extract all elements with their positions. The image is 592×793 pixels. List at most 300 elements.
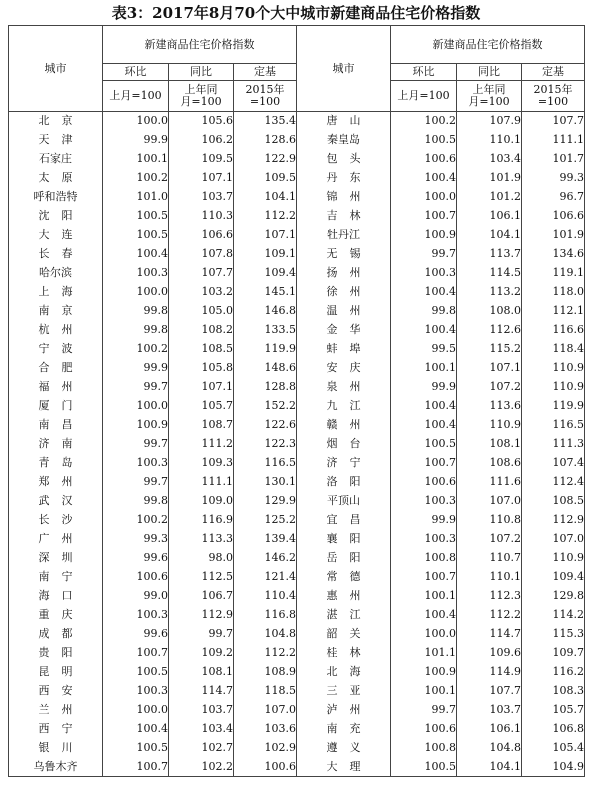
mom-value-left: 100.3: [103, 264, 169, 283]
city-name-left: 成都: [9, 625, 103, 644]
fixed-base-value-left: 119.9: [234, 340, 297, 359]
mom-value-right: 100.3: [391, 530, 457, 549]
city-name-right: 平顶山: [297, 492, 391, 511]
city-name-right: 惠州: [297, 587, 391, 606]
fixed-base-value-left: 104.8: [234, 625, 297, 644]
yoy-value-left: 105.8: [169, 359, 234, 378]
yoy-value-right: 114.5: [457, 264, 522, 283]
header-fixed-right: 定基: [522, 64, 585, 81]
fixed-base-value-right: 105.7: [522, 701, 585, 720]
city-name-left: 重庆: [9, 606, 103, 625]
mom-value-left: 100.2: [103, 340, 169, 359]
mom-value-left: 99.8: [103, 321, 169, 340]
yoy-value-right: 104.8: [457, 739, 522, 758]
header-mom-base-left: 上月=100: [103, 81, 169, 112]
city-name-right: 济宁: [297, 454, 391, 473]
table-row: [9, 131, 585, 150]
header-group-right: 新建商品住宅价格指数: [391, 26, 585, 64]
yoy-value-right: 108.6: [457, 454, 522, 473]
fixed-base-value-right: 110.9: [522, 549, 585, 568]
yoy-value-right: 107.2: [457, 378, 522, 397]
table-row: [9, 720, 585, 739]
fixed-base-value-right: 116.5: [522, 416, 585, 435]
fixed-base-value-left: 116.5: [234, 454, 297, 473]
mom-value-left: 100.4: [103, 720, 169, 739]
city-name-left: 银川: [9, 739, 103, 758]
yoy-value-left: 116.9: [169, 511, 234, 530]
city-name-left: 青岛: [9, 454, 103, 473]
table-row: [9, 359, 585, 378]
city-name-left: 宁波: [9, 340, 103, 359]
mom-value-right: 100.4: [391, 283, 457, 302]
table-row: [9, 397, 585, 416]
fixed-base-value-left: 122.3: [234, 435, 297, 454]
city-name-right: 无锡: [297, 245, 391, 264]
mom-value-right: 100.3: [391, 492, 457, 511]
fixed-base-value-left: 139.4: [234, 530, 297, 549]
fixed-base-value-left: 145.1: [234, 283, 297, 302]
mom-value-right: 100.3: [391, 264, 457, 283]
city-name-right: 泉州: [297, 378, 391, 397]
city-name-right: 襄阳: [297, 530, 391, 549]
table-row: [9, 188, 585, 207]
fixed-base-value-right: 116.6: [522, 321, 585, 340]
city-name-left: 武汉: [9, 492, 103, 511]
city-name-left: 大连: [9, 226, 103, 245]
fixed-base-value-left: 146.8: [234, 302, 297, 321]
mom-value-right: 100.8: [391, 549, 457, 568]
city-name-right: 锦州: [297, 188, 391, 207]
fixed-base-value-left: 152.2: [234, 397, 297, 416]
table-row: [9, 112, 585, 131]
table-row: [9, 340, 585, 359]
price-index-table: [8, 25, 585, 777]
mom-value-left: 100.0: [103, 283, 169, 302]
yoy-value-right: 110.9: [457, 416, 522, 435]
fixed-base-value-right: 105.4: [522, 739, 585, 758]
yoy-value-right: 107.2: [457, 530, 522, 549]
header-mom-base-right: 上月=100: [391, 81, 457, 112]
yoy-value-left: 109.0: [169, 492, 234, 511]
city-name-left: 石家庄: [9, 150, 103, 169]
mom-value-right: 99.5: [391, 340, 457, 359]
table-row: [9, 264, 585, 283]
yoy-value-right: 110.1: [457, 131, 522, 150]
yoy-value-left: 108.1: [169, 663, 234, 682]
yoy-value-left: 106.6: [169, 226, 234, 245]
fixed-base-value-right: 109.4: [522, 568, 585, 587]
city-name-left: 沈阳: [9, 207, 103, 226]
yoy-value-left: 106.7: [169, 587, 234, 606]
city-name-left: 深圳: [9, 549, 103, 568]
yoy-base-line1: 上年同: [472, 83, 506, 96]
mom-value-left: 100.5: [103, 226, 169, 245]
table-row: [9, 169, 585, 188]
mom-value-right: 100.7: [391, 454, 457, 473]
city-name-right: 湛江: [297, 606, 391, 625]
mom-value-right: 100.1: [391, 682, 457, 701]
city-name-left: 上海: [9, 283, 103, 302]
fixed-base-value-right: 107.0: [522, 530, 585, 549]
mom-value-left: 100.5: [103, 739, 169, 758]
mom-value-right: 99.8: [391, 302, 457, 321]
city-name-right: 大理: [297, 758, 391, 777]
yoy-value-right: 110.1: [457, 568, 522, 587]
yoy-value-left: 109.2: [169, 644, 234, 663]
city-name-right: 南充: [297, 720, 391, 739]
yoy-value-right: 104.1: [457, 226, 522, 245]
table-row: [9, 511, 585, 530]
yoy-value-left: 113.3: [169, 530, 234, 549]
table-body: [9, 112, 585, 777]
table-row: [9, 587, 585, 606]
city-name-right: 北海: [297, 663, 391, 682]
city-name-right: 扬州: [297, 264, 391, 283]
fixed-base-value-right: 114.2: [522, 606, 585, 625]
fixed-base-value-right: 115.3: [522, 625, 585, 644]
mom-value-right: 100.6: [391, 150, 457, 169]
city-name-right: 烟台: [297, 435, 391, 454]
mom-value-left: 100.2: [103, 169, 169, 188]
mom-value-right: 100.7: [391, 207, 457, 226]
yoy-value-right: 115.2: [457, 340, 522, 359]
city-name-right: 安庆: [297, 359, 391, 378]
fixed-base-value-left: 103.6: [234, 720, 297, 739]
yoy-value-right: 110.8: [457, 511, 522, 530]
table-row: [9, 682, 585, 701]
fixed-base-value-left: 104.1: [234, 188, 297, 207]
fixed-base-value-left: 122.6: [234, 416, 297, 435]
table-row: [9, 473, 585, 492]
city-name-left: 郑州: [9, 473, 103, 492]
yoy-base-line2: 月=100: [468, 95, 510, 108]
fixed-base-value-left: 125.2: [234, 511, 297, 530]
mom-value-left: 99.3: [103, 530, 169, 549]
mom-value-right: 100.4: [391, 169, 457, 188]
table-row: [9, 625, 585, 644]
yoy-value-right: 108.0: [457, 302, 522, 321]
fixed-base-value-right: 129.8: [522, 587, 585, 606]
table-row: [9, 207, 585, 226]
yoy-value-right: 113.7: [457, 245, 522, 264]
header-fixed-base-right: [522, 81, 585, 112]
city-name-right: 牡丹江: [297, 226, 391, 245]
fixed-base-value-right: 110.9: [522, 378, 585, 397]
mom-value-left: 100.4: [103, 245, 169, 264]
fixed-base-value-left: 109.4: [234, 264, 297, 283]
city-name-left: 天津: [9, 131, 103, 150]
table-row: [9, 568, 585, 587]
header-city-right: 城市: [297, 26, 391, 112]
fixed-base-value-right: 112.4: [522, 473, 585, 492]
mom-value-left: 100.6: [103, 568, 169, 587]
mom-value-left: 99.7: [103, 378, 169, 397]
mom-value-left: 99.8: [103, 492, 169, 511]
table-row: [9, 226, 585, 245]
fixed-base-value-right: 108.3: [522, 682, 585, 701]
city-name-left: 哈尔滨: [9, 264, 103, 283]
mom-value-right: 100.5: [391, 758, 457, 777]
mom-value-right: 100.0: [391, 625, 457, 644]
yoy-value-right: 107.1: [457, 359, 522, 378]
table-row: [9, 701, 585, 720]
yoy-value-right: 103.4: [457, 150, 522, 169]
fixed-base-value-right: 118.0: [522, 283, 585, 302]
mom-value-right: 99.9: [391, 378, 457, 397]
fixed-base-value-left: 107.0: [234, 701, 297, 720]
mom-value-left: 99.7: [103, 435, 169, 454]
table-row: [9, 435, 585, 454]
city-name-left: 济南: [9, 435, 103, 454]
fixed-base-value-left: 133.5: [234, 321, 297, 340]
fixed-base-value-right: 107.4: [522, 454, 585, 473]
mom-value-left: 100.2: [103, 511, 169, 530]
fixed-base-value-left: 109.5: [234, 169, 297, 188]
header-yoy-left: 同比: [169, 64, 234, 81]
city-name-right: 温州: [297, 302, 391, 321]
city-name-right: 唐山: [297, 112, 391, 131]
table-row: [9, 378, 585, 397]
fixed-base-value-right: 110.9: [522, 359, 585, 378]
mom-value-right: 101.1: [391, 644, 457, 663]
header-yoy-right: 同比: [457, 64, 522, 81]
fixed-base-value-left: 110.4: [234, 587, 297, 606]
yoy-value-left: 108.5: [169, 340, 234, 359]
city-name-right: 蚌埠: [297, 340, 391, 359]
yoy-value-left: 102.7: [169, 739, 234, 758]
yoy-value-left: 108.7: [169, 416, 234, 435]
mom-value-right: 100.1: [391, 587, 457, 606]
city-name-left: 厦门: [9, 397, 103, 416]
fixed-base-value-right: 112.1: [522, 302, 585, 321]
yoy-value-right: 114.7: [457, 625, 522, 644]
fixed-base-value-left: 108.9: [234, 663, 297, 682]
mom-value-left: 99.9: [103, 131, 169, 150]
yoy-value-left: 112.5: [169, 568, 234, 587]
mom-value-right: 100.2: [391, 112, 457, 131]
mom-value-left: 100.5: [103, 207, 169, 226]
city-name-right: 赣州: [297, 416, 391, 435]
mom-value-left: 100.9: [103, 416, 169, 435]
mom-value-right: 100.9: [391, 226, 457, 245]
city-name-left: 呼和浩特: [9, 188, 103, 207]
fixed-base-value-left: 118.5: [234, 682, 297, 701]
mom-value-right: 100.0: [391, 188, 457, 207]
yoy-value-left: 99.7: [169, 625, 234, 644]
city-name-left: 海口: [9, 587, 103, 606]
yoy-value-left: 103.7: [169, 701, 234, 720]
city-name-right: 洛阳: [297, 473, 391, 492]
fixed-base-value-right: 118.4: [522, 340, 585, 359]
table-row: [9, 321, 585, 340]
yoy-value-right: 113.2: [457, 283, 522, 302]
table-row: [9, 644, 585, 663]
fixed-base-value-left: 129.9: [234, 492, 297, 511]
fixed-base-value-right: 104.9: [522, 758, 585, 777]
fixed-base-value-right: 119.9: [522, 397, 585, 416]
mom-value-left: 100.0: [103, 701, 169, 720]
city-name-right: 宜昌: [297, 511, 391, 530]
city-name-left: 南昌: [9, 416, 103, 435]
yoy-base-line2: 月=100: [180, 95, 222, 108]
yoy-value-left: 109.3: [169, 454, 234, 473]
city-name-left: 广州: [9, 530, 103, 549]
city-name-left: 兰州: [9, 701, 103, 720]
table-row: [9, 283, 585, 302]
city-name-right: 岳阳: [297, 549, 391, 568]
header-city-left: 城市: [9, 26, 103, 112]
fixed-base-value-right: 134.6: [522, 245, 585, 264]
table-row: [9, 758, 585, 777]
mom-value-right: 100.7: [391, 568, 457, 587]
header-fixed-base-left: [234, 81, 297, 112]
header-mom-right: 环比: [391, 64, 457, 81]
mom-value-right: 100.8: [391, 739, 457, 758]
mom-value-right: 100.9: [391, 663, 457, 682]
city-name-left: 西宁: [9, 720, 103, 739]
yoy-value-left: 105.0: [169, 302, 234, 321]
fixed-base-value-left: 107.1: [234, 226, 297, 245]
table-row: [9, 454, 585, 473]
mom-value-right: 100.5: [391, 435, 457, 454]
fixed-base-value-right: 111.1: [522, 131, 585, 150]
yoy-value-left: 112.9: [169, 606, 234, 625]
mom-value-left: 100.0: [103, 397, 169, 416]
yoy-value-right: 109.6: [457, 644, 522, 663]
fixed-base-value-right: 119.1: [522, 264, 585, 283]
fixed-base-value-right: 106.8: [522, 720, 585, 739]
table-row: [9, 530, 585, 549]
yoy-value-left: 103.2: [169, 283, 234, 302]
fixed-base-value-left: 121.4: [234, 568, 297, 587]
city-name-left: 长沙: [9, 511, 103, 530]
fixed-base-value-right: 111.3: [522, 435, 585, 454]
yoy-value-left: 111.1: [169, 473, 234, 492]
table-row: [9, 416, 585, 435]
mom-value-left: 99.6: [103, 549, 169, 568]
city-name-right: 泸州: [297, 701, 391, 720]
mom-value-left: 99.8: [103, 302, 169, 321]
city-name-left: 西安: [9, 682, 103, 701]
fixed-base-value-left: 130.1: [234, 473, 297, 492]
table-row: [9, 739, 585, 758]
fixed-base-value-left: 135.4: [234, 112, 297, 131]
mom-value-left: 100.3: [103, 454, 169, 473]
yoy-value-left: 107.7: [169, 264, 234, 283]
fixed-base-value-right: 112.9: [522, 511, 585, 530]
yoy-value-left: 114.7: [169, 682, 234, 701]
mom-value-right: 100.4: [391, 321, 457, 340]
mom-value-right: 100.5: [391, 131, 457, 150]
mom-value-left: 99.0: [103, 587, 169, 606]
fixed-base-value-left: 109.1: [234, 245, 297, 264]
yoy-value-right: 112.6: [457, 321, 522, 340]
city-name-left: 贵阳: [9, 644, 103, 663]
fixed-base-value-right: 96.7: [522, 188, 585, 207]
fixed-base-value-left: 122.9: [234, 150, 297, 169]
yoy-value-left: 109.5: [169, 150, 234, 169]
yoy-value-left: 107.8: [169, 245, 234, 264]
fixed-base-value-left: 112.2: [234, 207, 297, 226]
city-name-right: 遵义: [297, 739, 391, 758]
fixed-base-value-right: 108.5: [522, 492, 585, 511]
city-name-left: 合肥: [9, 359, 103, 378]
fixed-base-value-left: 148.6: [234, 359, 297, 378]
yoy-value-right: 101.2: [457, 188, 522, 207]
city-name-left: 北京: [9, 112, 103, 131]
yoy-value-right: 110.7: [457, 549, 522, 568]
mom-value-left: 101.0: [103, 188, 169, 207]
yoy-value-right: 107.9: [457, 112, 522, 131]
city-name-right: 常德: [297, 568, 391, 587]
yoy-value-right: 114.9: [457, 663, 522, 682]
city-name-right: 吉林: [297, 207, 391, 226]
header-fixed-left: 定基: [234, 64, 297, 81]
city-name-left: 昆明: [9, 663, 103, 682]
yoy-value-right: 107.7: [457, 682, 522, 701]
yoy-value-right: 106.1: [457, 207, 522, 226]
table-row: [9, 492, 585, 511]
fixed-base-value-left: 102.9: [234, 739, 297, 758]
yoy-value-left: 107.1: [169, 378, 234, 397]
mom-value-left: 100.0: [103, 112, 169, 131]
fixed-base-value-left: 116.8: [234, 606, 297, 625]
table-row: [9, 302, 585, 321]
yoy-value-left: 105.6: [169, 112, 234, 131]
mom-value-right: 100.6: [391, 473, 457, 492]
mom-value-left: 100.7: [103, 644, 169, 663]
mom-value-right: 99.9: [391, 511, 457, 530]
yoy-value-left: 103.7: [169, 188, 234, 207]
fixed-base-line2: =100: [537, 95, 569, 108]
table-row: [9, 549, 585, 568]
fixed-base-value-right: 99.3: [522, 169, 585, 188]
city-name-right: 桂林: [297, 644, 391, 663]
mom-value-left: 100.1: [103, 150, 169, 169]
yoy-value-left: 107.1: [169, 169, 234, 188]
mom-value-left: 100.5: [103, 663, 169, 682]
mom-value-right: 100.4: [391, 606, 457, 625]
mom-value-left: 100.3: [103, 606, 169, 625]
header-group-left: 新建商品住宅价格指数: [103, 26, 297, 64]
city-name-left: 南宁: [9, 568, 103, 587]
city-name-right: 金华: [297, 321, 391, 340]
mom-value-right: 99.7: [391, 245, 457, 264]
table-title: 表3：2017年8月70个大中城市新建商品住宅价格指数: [111, 4, 481, 22]
yoy-value-right: 111.6: [457, 473, 522, 492]
yoy-value-left: 105.7: [169, 397, 234, 416]
fixed-base-line1: 2015年: [533, 83, 573, 96]
yoy-base-line1: 上年同: [184, 83, 218, 96]
city-name-right: 三亚: [297, 682, 391, 701]
mom-value-right: 100.6: [391, 720, 457, 739]
yoy-value-right: 107.0: [457, 492, 522, 511]
mom-value-right: 100.1: [391, 359, 457, 378]
yoy-value-right: 108.1: [457, 435, 522, 454]
yoy-value-right: 112.2: [457, 606, 522, 625]
mom-value-left: 100.3: [103, 682, 169, 701]
fixed-base-line1: 2015年: [245, 83, 285, 96]
yoy-value-left: 111.2: [169, 435, 234, 454]
fixed-base-value-right: 116.2: [522, 663, 585, 682]
header-yoy-base-right: [457, 81, 522, 112]
fixed-base-value-right: 106.6: [522, 207, 585, 226]
yoy-value-right: 103.7: [457, 701, 522, 720]
mom-value-right: 100.4: [391, 416, 457, 435]
yoy-value-right: 113.6: [457, 397, 522, 416]
yoy-value-left: 103.4: [169, 720, 234, 739]
yoy-value-left: 110.3: [169, 207, 234, 226]
